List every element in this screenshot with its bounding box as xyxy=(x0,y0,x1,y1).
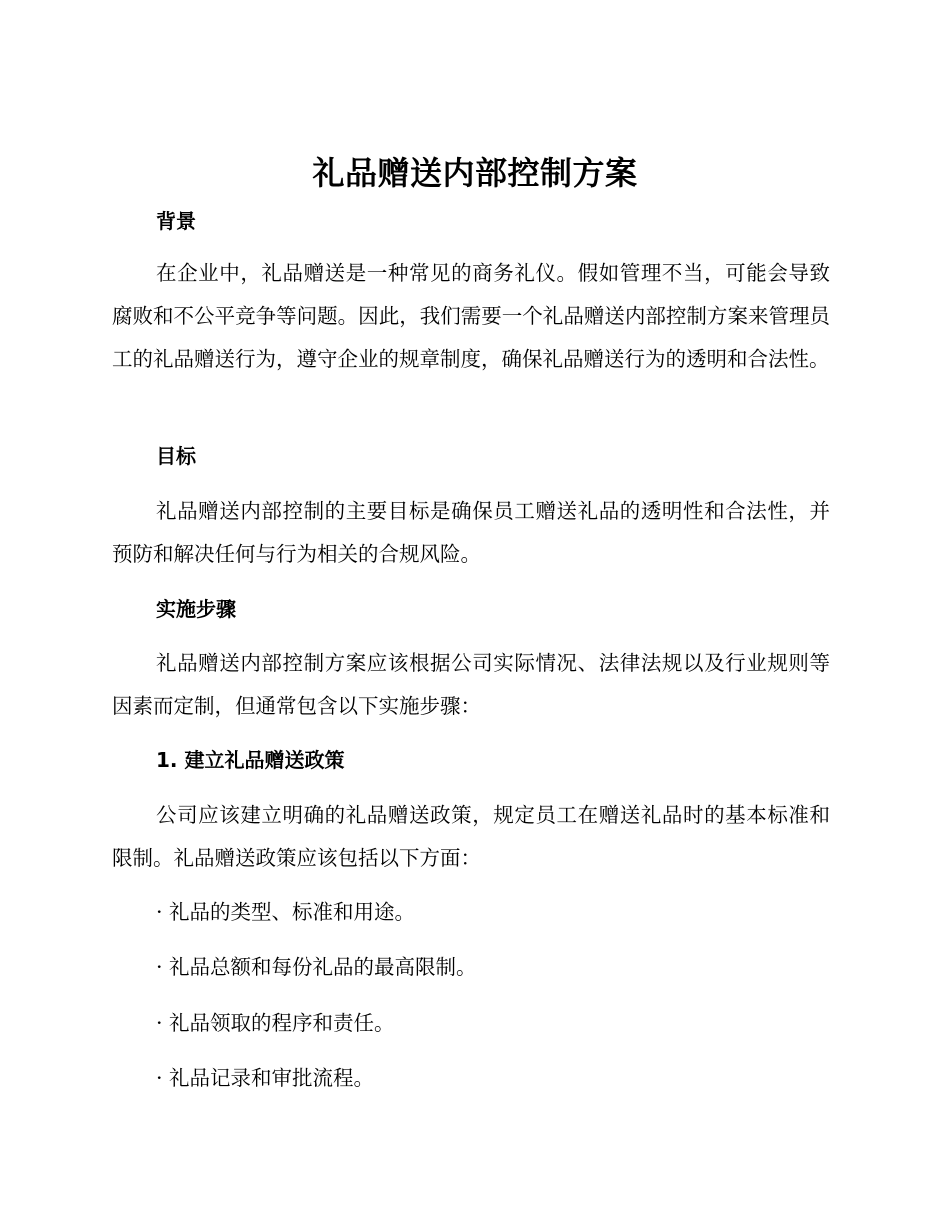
bullet-item: · 礼品总额和每份礼品的最高限制。 xyxy=(156,955,477,979)
section-heading-background: 背景 xyxy=(156,209,196,233)
bullet-item: · 礼品领取的程序和责任。 xyxy=(156,1011,395,1035)
section-paragraph-background: 在企业中，礼品赠送是一种常见的商务礼仪。假如管理不当，可能会导致腐败和不公平竞争等问题。因此，我们需要一个礼品赠送内部控制方案来管理员工的礼品赠送行为，遵守企业的规章制度，确保礼品赠送行为的透明和合法性。 xyxy=(112,261,830,371)
document-title: 礼品赠送内部控制方案 xyxy=(312,154,638,192)
section-heading-policy: 1. 建立礼品赠送政策 xyxy=(156,748,345,772)
bullet-item: · 礼品记录和审批流程。 xyxy=(156,1066,375,1090)
section-heading-steps: 实施步骤 xyxy=(156,597,236,621)
section-heading-goal: 目标 xyxy=(156,444,196,468)
section-paragraph-policy: 公司应该建立明确的礼品赠送政策，规定员工在赠送礼品时的基本标准和限制。礼品赠送政策应该包括以下方面： xyxy=(112,803,830,870)
section-paragraph-goal: 礼品赠送内部控制的主要目标是确保员工赠送礼品的透明性和合法性，并预防和解决任何与行为相关的合规风险。 xyxy=(112,499,830,566)
bullet-item: · 礼品的类型、标准和用途。 xyxy=(156,900,416,924)
section-paragraph-steps: 礼品赠送内部控制方案应该根据公司实际情况、法律法规以及行业规则等因素而定制，但通常包含以下实施步骤： xyxy=(112,651,830,718)
